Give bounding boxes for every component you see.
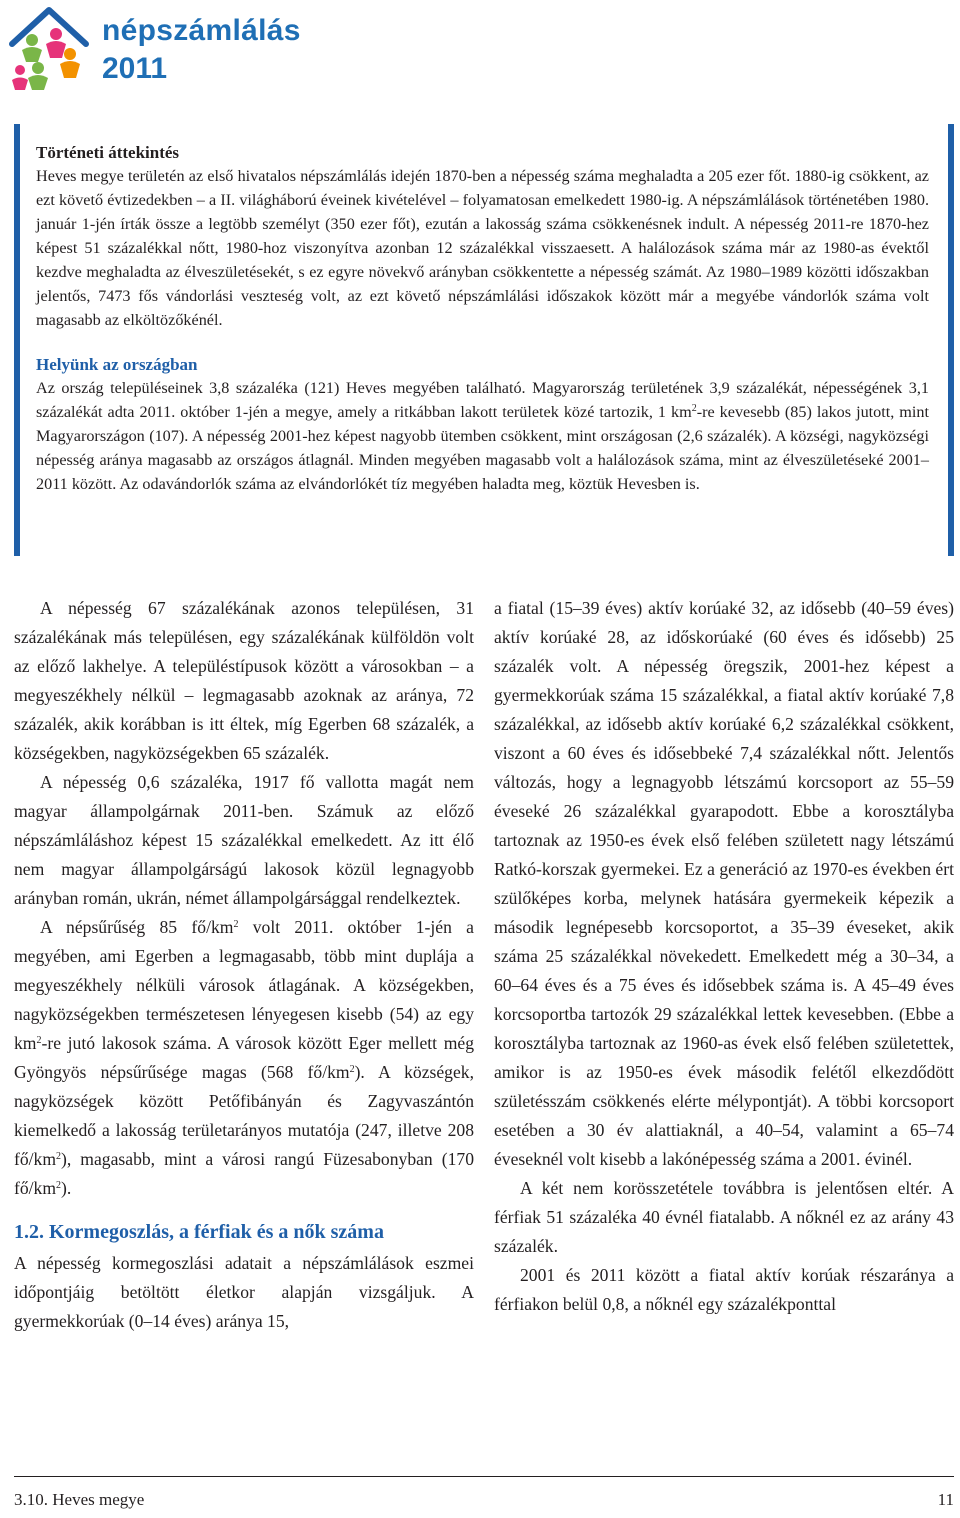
summary-box — [14, 124, 954, 556]
section-number: 1.2. — [14, 1221, 44, 1243]
gender-paragraph: A két nem korösszetétele továbbra is jelentősen eltér. A férfiak 51 százaléka 40 évnél fiatalabb. A nőknél ez az arány 43 százalék. — [494, 1178, 954, 1256]
section-heading — [14, 1219, 474, 1245]
section-title: Kormegoszlás, a férfiak és a nők száma — [49, 1221, 384, 1243]
citizenship-paragraph: A népesség 0,6 százaléka, 1917 fő vallotta magát nem magyar állampolgárnak 2011-ben. Számuk az előző népszámláláshoz képest 15 százalékkal emelkedett. Az itt élő nem magyar állampolgárságú lakosok közül legnagyobb arányban román, ukrán, német állampolgársággal rendelkeztek. — [14, 772, 474, 908]
active-age-paragraph: 2001 és 2011 között a fiatal aktív korúak részaránya a férfiakon belül 0,8, a nőknél egy százalékponttal — [494, 1265, 954, 1314]
logo-year: 2011 — [102, 52, 168, 85]
summary-content — [36, 142, 929, 496]
history-heading: Történeti áttekintés — [36, 143, 180, 162]
logo-wordmark: népszámlálás — [102, 14, 301, 47]
density-paragraph: A népsűrűség 85 $fő/km^2$ volt 2011. október 1-jén a megyében, ami Egerben a legmagasabb, több mint duplája a megyeszékhely nélküli városok átlagának. A községekben, nagyközségekben természetesen lényegesen kisebb (54) az egy $km^2-re$ jutó lakosok száma. A városok között Eger mellett még Gyöngyös népsűrűsége magas (568 $fő/km^2$). A községek, nagyközségek között Petőfibányán és Zagyvaszántón kiemelkedő a lakosság területarányos mutatója (247, illetve 208 $fő/km^2$), magasabb, mint a városi rangú Füzesabonyban (170 $fő/km^2$). — [14, 917, 474, 1198]
history-paragraph: Heves megye területén az első hivatalos népszámlálás idején 1870-ben a népesség száma meghaladta a 205 ezer főt. 1880-ig csökkent, az ezt követő évtizedekben – a II. világháború éveinek kivételével – folyamatosan emelkedett 1980-ig. A népszámlálások történetében 1980. január 1-jén írták össze a legtöbb személyt (350 ezer főt), ezután a lakosság száma csökkenésnek indult. A népesség 2011-re 1870-hez képest 51 százalékkal nőtt, 1980-hoz viszonyítva azonban 12 százalékkal visszaesett. A halálozások száma már az 1980-as évektől kezdve meghaladta az élveszületésekét, s ez egyre növekvő arányban csökkentette a népesség számát. Az 1980–1989 közötti időszakban jelentős, 7473 fős vándorlási veszteség volt, az ezt követő népszámlálási időszakok között már a megyébe vándorlók száma volt magasabb az elköltözőkénél. — [36, 167, 929, 329]
left-column — [14, 594, 474, 1336]
position-heading: Helyünk az országban — [36, 355, 198, 374]
page-number: 11 — [937, 1490, 954, 1509]
footer-rule — [14, 1476, 954, 1477]
footer-chapter: 3.10. Heves megye — [14, 1490, 145, 1509]
census-logo-icon — [8, 4, 90, 92]
age-groups-paragraph: a fiatal (15–39 éves) aktív korúaké 32, az idősebb (40–59 éves) aktív korúaké 28, az időskorúaké (60 éves és idősebb) 25 százalék volt. A népesség öregszik, 2001-hez képest a gyermekkorúak száma 15 százalékkal, a fiatal aktív korúaké 7,8 százalékkal, az idősebb aktív korúaké 6,2 százalékkal csökkent, viszont a 60 éves és idősebbeké 7,4 százalékkal nőtt. Jelentős változás, hogy a legnagyobb létszámú korcsoport az 55–59 éveseké 26 százalékkal gyarapodott. Ebbe a korosztályba tartoznak az 1950-es évek első felében született nagy létszámú Ratkó-korszak gyermekei. Ez a generáció az 1970-es években ért szülőképes korba, melynek hatására gyermekeik képezik a második legnépesebb korcsoportot, a 35–39 éveseket, akik száma 25 százalékkal növekedett. Emelkedett még a 30–34, a 60–64 éves és a 75 éves és idősebbek száma is. A 45–49 éves korcsoportba tartozók 29 százalékkal lettek kevesebben. (Ebbe a korosztályba tartoznak az 1960-as évek első felében születettek, amikor is az 1950-es évek második felétől elkezdődött születésszám csökkenés elérte mélypontját). A többi korcsoport esetében a 30 év alattiaknál, a 40–54, valamint a 65–74 éveseknél volt kisebb a lakónépesség száma a 2001. évinél. — [494, 598, 954, 1169]
age-intro-paragraph: A népesség kormegoszlási adatait a népszámlálások eszmei időpontjáig betöltött életkor alapján vizsgáljuk. A gyermekkorúak (0–14 éves) aránya 15, — [14, 1253, 474, 1331]
box-left-bar — [14, 124, 20, 556]
box-right-bar — [948, 124, 954, 556]
right-column — [494, 594, 954, 1319]
residence-paragraph: A népesség 67 százalékának azonos településen, 31 százalékának más településen, egy százalékának külföldön volt az előző lakhelye. A településtípusok között a városokban – a megyeszékhely nélkül – legmagasabb azoknak az aránya, 72 százalék, akik korábban is itt éltek, míg Egerben 68 százalék, a községekben, nagyközségekben 65 százalék. — [14, 598, 474, 763]
position-paragraph: Az ország településeinek 3,8 százaléka (121) Heves megyében található. Magyarország területének 3,9 százalékát, népességének 3,1 százalékát adta 2011. október 1-jén a megye, amely a ritkábban lakott területek közé tartozik, 1 $km^2-re$ kevesebb (85) lakos jutott, mint Magyarországon (107). A népesség 2001-hez képest nagyobb ütemben csökkent, mint országosan (2,6 százalék). A községi, nagyközségi népesség aránya magasabb az országos átlagnál. Minden megyében magasabb volt a halálozások száma, mint az élveszületéseké 2001–2011 között. Az odavándorlók száma az elvándorlókét tíz megyében haladta meg, köztük Hevesben is. — [36, 379, 929, 493]
census-logo — [8, 4, 301, 94]
